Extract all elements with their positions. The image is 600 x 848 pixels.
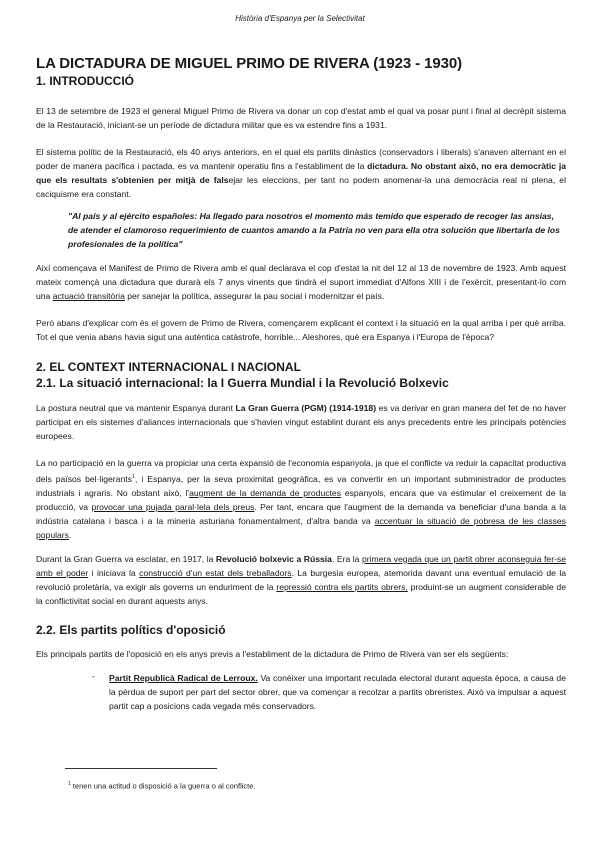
document-title: LA DICTADURA DE MIGUEL PRIMO DE RIVERA (1923 - 1930): [36, 55, 462, 72]
running-head: Història d'Espanya per la Selectivitat: [235, 14, 365, 23]
footnote: [68, 781, 256, 791]
list-dash: -: [92, 670, 95, 681]
footnote-number: 1: [68, 781, 71, 787]
party-name: Partit Republicà Radical de Lerroux.: [109, 672, 258, 683]
non-participation-paragraph: La no participació en la guerra va propiciar una certa expansió de l'economia espanyola, ja que el conflicte va reduir la capacitat productiva dels països bel·ligerants$^1$, i Espanya, per la seva proximitat geogràfica, es va convertir en un important subministrador de productes industrials i agraris. No obstant això, l'augment de la demanda de productes espanyols, encara que va estimular el creixement de la producció, va provocar una pujada paral·lela dels preus. Per tant, encara que l'augment de la demanda va beneficiar d'una banda a la indústria catalana i basca i a la mineria asturiana fonamentalment, d'altra banda va accentuar la situació de pobresa de les classes populars.: [36, 458, 566, 540]
section-1-heading: 1. INTRODUCCIÓ: [36, 74, 135, 88]
intro-paragraph-2: El sistema polític de la Restauració, els 40 anys anteriors, en el qual els partits dinàstics (conservadors i liberals) s'anaven alternant en el poder de manera pacífica i pactada, es va mantenir operatiu fins a l'establiment de la dictadura. No obstant això, no era democràtic ja que els resultats s'obtenien per mitjà de falsejar les eleccions, per tant no podem anomenar-la una democràcia real ni plena, el caciquisme era constant.: [36, 147, 566, 199]
footnote-text: tenen una actitud o disposició a la guerra o al conflicte.: [72, 781, 256, 791]
war-paragraph: La postura neutral que va mantenir Espanya durant La Gran Guerra (PGM) (1914-1918) es va derivar en gran manera del fet de no haver participat en els sistemes d'aliances internacionals que s'havien vingut establint durant els anys precedents entre les principals potències europees.: [36, 403, 566, 441]
context-paragraph: Però abans d'explicar com és el govern de Primo de Rivera, començarem explicant el context i la situació en la qual arriba i per què arriba. Tot el que venia abans havia sigut una autèntica catàstrofe, horrible... Aleshores, què era Espanya i l'Europa de l'època?: [36, 318, 566, 342]
section-2-1-heading: 2.1. La situació internacional: la I Guerra Mundial i la Revolució Bolxevic: [36, 376, 449, 390]
page-content: [36, 55, 566, 713]
section-2-heading: 2. EL CONTEXT INTERNACIONAL I NACIONAL: [36, 360, 301, 374]
list-item: - Partit Republicà Radical de Lerroux. Va conèixer una important reculada electoral durant aquesta època, a causa de la pèrdua de suport per part del sector obrer, que va començar a recolzar a partits obreristes. Això va impulsar a aquest partit cap a posicions cada vegada més conservadors.: [92, 670, 566, 711]
manifest-quote: "Al país y al ejército españoles: Ha llegado para nosotros el momento más temido que esperado de recoger las ansias, de atender el clamoroso requerimiento de cuantos amando a la Patria no ven para ella otra solución que libertarla de los profesionales de la política": [68, 211, 560, 249]
section-2-2-heading: 2.2. Els partits polítics d'oposició: [36, 622, 226, 637]
manifest-paragraph: Així començava el Manifest de Primo de Rivera amb el qual declarava el cop d'estat la nit del 12 al 13 de novembre de 1923. Amb aquest mateix començà una dictadura que durarà els 7 anys vinents que tindrà el suport immediat d'Alfons XIII i de l'exèrcit, presentant-lo com una actuació transitòria per sanejar la política, assegurar la pau social i modernitzar el país.: [36, 263, 566, 301]
intro-paragraph-1: El 13 de setembre de 1923 el general Miguel Primo de Rivera va donar un cop d'estat amb el qual va posar punt i final al decrèpit sistema de la Restauració, iniciant-se un període de dictadura militar que es va estendre fins a 1931.: [36, 106, 566, 130]
parties-paragraph: Els principals partits de l'oposició en els anys previs a l'establiment de la dictadura de Primo de Rivera van ser els següents:: [36, 648, 509, 659]
footnote-reference: 1: [131, 474, 135, 480]
footnote-divider: [65, 768, 217, 769]
revolution-paragraph: Durant la Gran Guerra va esclatar, en 1917, la Revolució bolxevic a Rússia. Era la primera vegada que un partit obrer aconseguia fer-se amb el poder i iniciava la construcció d'un estat dels treballadors. La burgesia europea, atemorida davant una eventual emulació de la revolució proletària, va exigir als governs un enduriment de la repressió contra els partits obrers, produint-se un augment considerable de la conflictivitat social en durant aquests anys.: [36, 553, 567, 606]
